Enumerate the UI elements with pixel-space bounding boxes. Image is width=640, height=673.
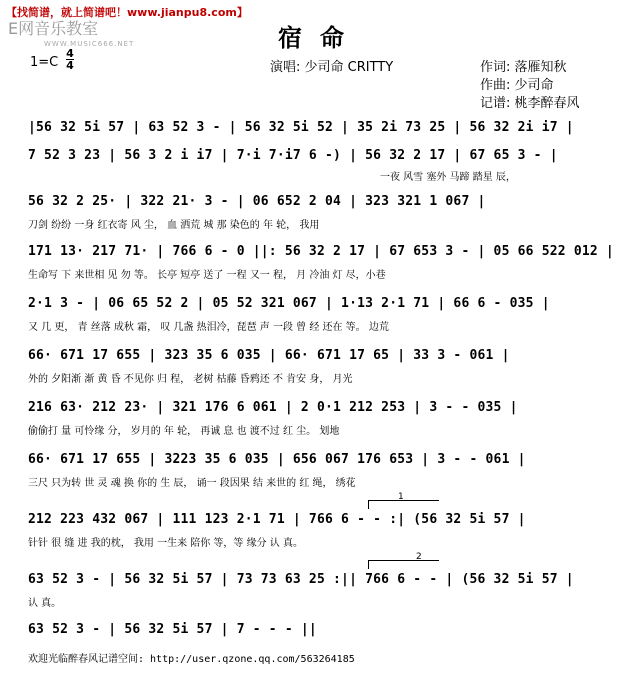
- key-signature: 1=C: [30, 55, 59, 70]
- score-row: 2·1 3 - | 06 65 52 2 | 05 52 321 067 | 1·13 2·1 71 | 66 6 - 035 |: [28, 296, 550, 311]
- site-banner: 【找简谱，就上简谱吧！www.jianpu8.com】: [6, 6, 248, 19]
- lyricist-credit: 作词: 落雁知秋: [480, 60, 567, 75]
- footer-link[interactable]: 欢迎光临醉春风记谱空间: http://user.qzone.qq.com/563264185: [28, 654, 355, 665]
- lyric-row: 刀剑 纷纷 一身 红衣寄 风 尘， 血 洒荒 城 那 染色的 年 轮， 我用: [28, 220, 320, 231]
- time-signature-top: 4: [66, 47, 74, 60]
- score-row: 66· 671 17 655 | 3223 35 6 035 | 656 067 176 653 | 3 - - 061 |: [28, 452, 526, 467]
- volta-number: 1: [398, 492, 404, 502]
- transcriber-credit: 记谱: 桃李醉春风: [480, 96, 580, 111]
- score-row: 63 52 3 - | 56 32 5i 57 | 73 73 63 25 :|| 766 6 - - | (56 32 5i 57 |: [28, 572, 574, 587]
- score-row: 216 63· 212 23· | 321 176 6 061 | 2 0·1 212 253 | 3 - - 035 |: [28, 400, 518, 415]
- lyric-row: 三尺 只为转 世 灵 魂 换 你的 生 辰， 诵一 段因果 结 来世的 红 绳， 绣花: [28, 478, 356, 489]
- singer-credit: 演唱: 少司命 CRITTY: [270, 60, 394, 75]
- site-logo: E网音乐教室: [8, 19, 99, 38]
- score-row: 56 32 2 25· | 322 21· 3 - | 06 652 2 04 | 323 321 1 067 |: [28, 194, 486, 209]
- score-row: 7 52 3 23 | 56 3 2 i i7 | 7·i 7·i7 6 -) | 56 32 2 17 | 67 65 3 - |: [28, 148, 558, 163]
- lyric-row: 针针 很 缝 进 我的枕， 我用 一生来 陪你 等，等 缘分 认 真。: [28, 538, 303, 549]
- lyric-row: 认 真。: [28, 598, 62, 609]
- lyric-row: 偷偷打 量 可怜缘 分， 岁月的 年 轮， 再诚 息 也 渡不过 红 尘。 划地: [28, 426, 340, 437]
- score-row: 66· 671 17 655 | 323 35 6 035 | 66· 671 17 65 | 33 3 - 061 |: [28, 348, 510, 363]
- time-signature-bottom: 4: [66, 59, 74, 72]
- lyric-row: 一夜 风雪 塞外 马蹄 踏星 辰，: [380, 172, 516, 183]
- site-logo-url: WWW.MUSIC666.NET: [44, 40, 135, 48]
- time-signature: [66, 48, 74, 71]
- score-row: |56 32 5i 57 | 63 52 3 - | 56 32 5i 52 | 35 2i 73 25 | 56 32 2i i7 |: [28, 120, 574, 135]
- score-row: 171 13· 217 71· | 766 6 - 0 ||: 56 32 2 17 | 67 653 3 - | 05 66 522 012 |: [28, 244, 614, 259]
- lyric-row: 又 几 更， 青 丝落 成秋 霜， 叹 几盏 热泪冷，琵琶 声 一段 曾 经 还在 等。 边荒: [28, 322, 389, 333]
- lyric-row: 外的 夕阳渐 渐 黄 昏 不见你 归 程， 老树 枯藤 昏鸦还 不 肯安 身， 月光: [28, 374, 353, 385]
- composer-credit: 作曲: 少司命: [480, 78, 554, 93]
- score-row: 63 52 3 - | 56 32 5i 57 | 7 - - - ||: [28, 622, 317, 637]
- volta-bracket: [368, 560, 439, 569]
- volta-number: 2: [416, 552, 422, 562]
- score-row: 212 223 432 067 | 111 123 2·1 71 | 766 6 - - :| (56 32 5i 57 |: [28, 512, 526, 527]
- lyric-row: 生命写 下 来世相 见 勿 等。 长亭 短亭 送了 一程 又一 程， 月 冷油 灯 尽，小巷: [28, 270, 386, 281]
- song-title: 宿命: [278, 23, 362, 52]
